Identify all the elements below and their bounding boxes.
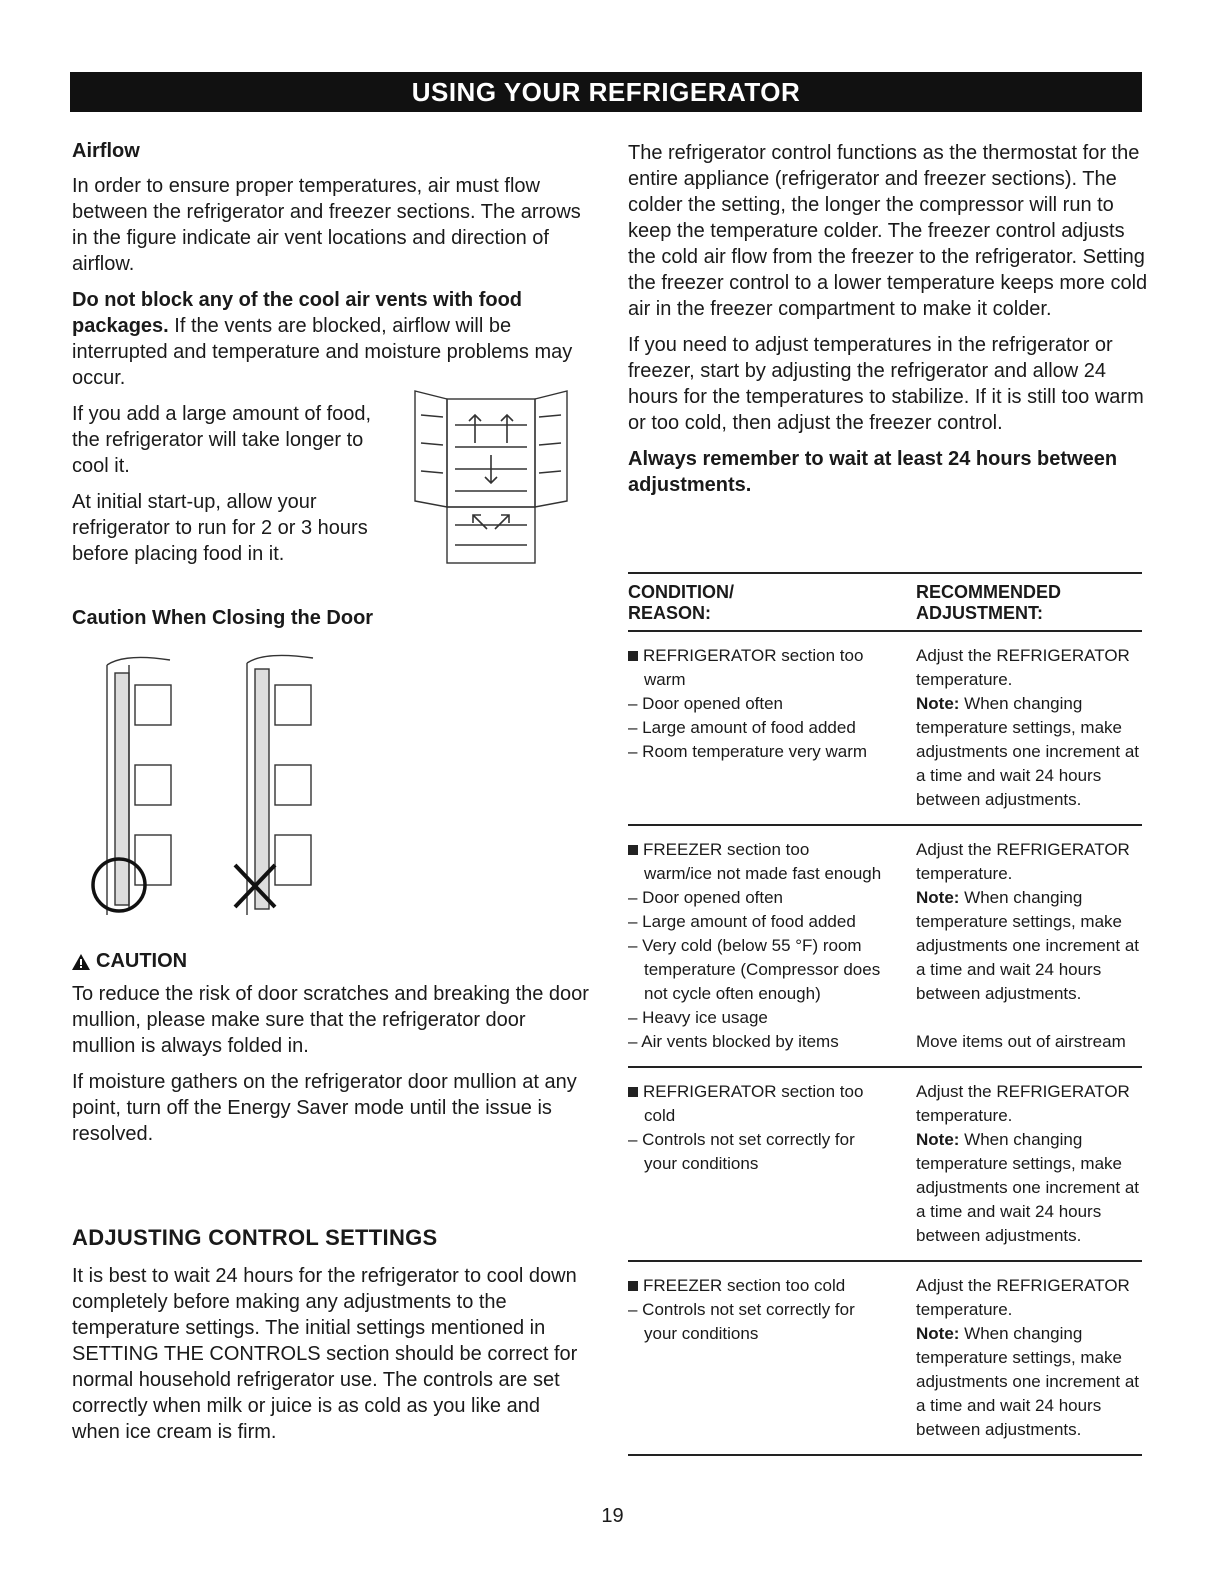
airflow-warning-rest: If the vents are blocked, airflow will be interrupted and temperature and moisture problems may occur.	[72, 315, 573, 389]
airflow-fridge-illustration	[395, 385, 585, 575]
airflow-warning-bold: Do not block any of the cool air vents with food packages.	[72, 289, 523, 337]
table-header	[628, 572, 1142, 632]
airflow-heading: Airflow	[72, 140, 140, 162]
adjusting-heading: ADJUSTING CONTROL SETTINGS	[72, 1225, 438, 1250]
right-column	[628, 140, 1148, 508]
caution-heading	[72, 950, 592, 973]
caution-paragraph-2: If moisture gathers on the refrigerator door mullion at any point, turn off the Energy Saver mode until the issue is resolved.	[72, 1071, 577, 1145]
caution-block	[72, 950, 592, 1157]
row-condition: REFRIGERATOR section too warm – Door opened often – Large amount of food added – Room temperature very warm	[628, 646, 868, 761]
table-header-condition: CONDITION/ REASON:	[628, 582, 734, 623]
warning-triangle-icon	[72, 954, 90, 970]
adjustment-table	[628, 572, 1142, 1456]
bullet-square-icon	[628, 1281, 638, 1291]
airflow-paragraph-2	[72, 287, 592, 391]
right-paragraph-2: If you need to adjust temperatures in the refrigerator or freezer, start by adjusting the refrigerator and allow 24 hours for the temperatures to stabilize. If it is still too warm or too cold, then adjust the freezer control.	[628, 334, 1144, 434]
row-condition: FREEZER section too warm/ice not made fast enough – Door opened often – Large amount of food added – Very cold (below 55 °F) room temperature (Compressor does not cycle often enough) – Heavy ice usage – Air vents blocked by items	[628, 840, 882, 1051]
airflow-paragraph-4: At initial start-up, allow your refrigerator to run for 2 or 3 hours before placing food in it.	[72, 491, 368, 565]
adjusting-paragraph: It is best to wait 24 hours for the refrigerator to cool down completely before making any adjustments to the temperature settings. The initial settings mentioned in SETTING THE CONTROLS section should be correct for normal household refrigerator use. The controls are set correctly when milk or juice is as cold as you like and when ice cream is firm.	[72, 1265, 578, 1443]
table-row	[628, 632, 1142, 826]
table-row	[628, 1262, 1142, 1456]
table-row	[628, 1068, 1142, 1262]
table-row	[628, 826, 1142, 1068]
row-adjustment: Adjust the REFRIGERATOR temperature. Note: When changing temperature settings, make adjustments one increment at a time and wait 24 hours between adjustments.	[916, 646, 1140, 809]
row-adjustment: Adjust the REFRIGERATOR temperature. Note: When changing temperature settings, make adjustments one increment at a time and wait 24 hours between adjustments. Move items out of airstream	[916, 840, 1140, 1051]
door-heading: Caution When Closing the Door	[72, 607, 374, 629]
bullet-square-icon	[628, 1087, 638, 1097]
page-banner: USING YOUR REFRIGERATOR	[70, 72, 1142, 112]
adjusting-block	[72, 1225, 592, 1455]
caution-label: CAUTION	[96, 950, 188, 972]
caution-paragraph-1: To reduce the risk of door scratches and breaking the door mullion, please make sure that the refrigerator door mullion is always folded in.	[72, 983, 589, 1057]
row-adjustment: Adjust the REFRIGERATOR temperature. Note: When changing temperature settings, make adjustments one increment at a time and wait 24 hours between adjustments.	[916, 1276, 1140, 1439]
airflow-paragraph-3: If you add a large amount of food, the refrigerator will take longer to cool it.	[72, 403, 372, 477]
table-header-adjustment: RECOMMENDED ADJUSTMENT:	[916, 582, 1062, 623]
row-adjustment: Adjust the REFRIGERATOR temperature. Note: When changing temperature settings, make adjustments one increment at a time and wait 24 hours between adjustments.	[916, 1082, 1140, 1245]
airflow-paragraph-1: In order to ensure proper temperatures, air must flow between the refrigerator and freezer sections. The arrows in the figure indicate air vent locations and direction of airflow.	[72, 175, 581, 275]
bullet-square-icon	[628, 651, 638, 661]
bullet-square-icon	[628, 845, 638, 855]
row-condition: FREEZER section too cold – Controls not set correctly for your conditions	[628, 1276, 855, 1343]
right-paragraph-3: Always remember to wait at least 24 hours between adjustments.	[628, 448, 1118, 496]
right-paragraph-1: The refrigerator control functions as the thermostat for the entire appliance (refrigerator and freezer sections). The colder the setting, the longer the compressor will run to keep the temperature colder. The freezer control adjusts the cold air flow from the freezer to the refrigerator. Setting the freezer control to a lower temperature keeps more cold air in the freezer compartment to make it colder.	[628, 142, 1148, 320]
row-condition: REFRIGERATOR section too cold – Controls not set correctly for your conditions	[628, 1082, 864, 1173]
door-closing-illustration	[85, 645, 325, 930]
page-number: 19	[601, 1505, 624, 1527]
